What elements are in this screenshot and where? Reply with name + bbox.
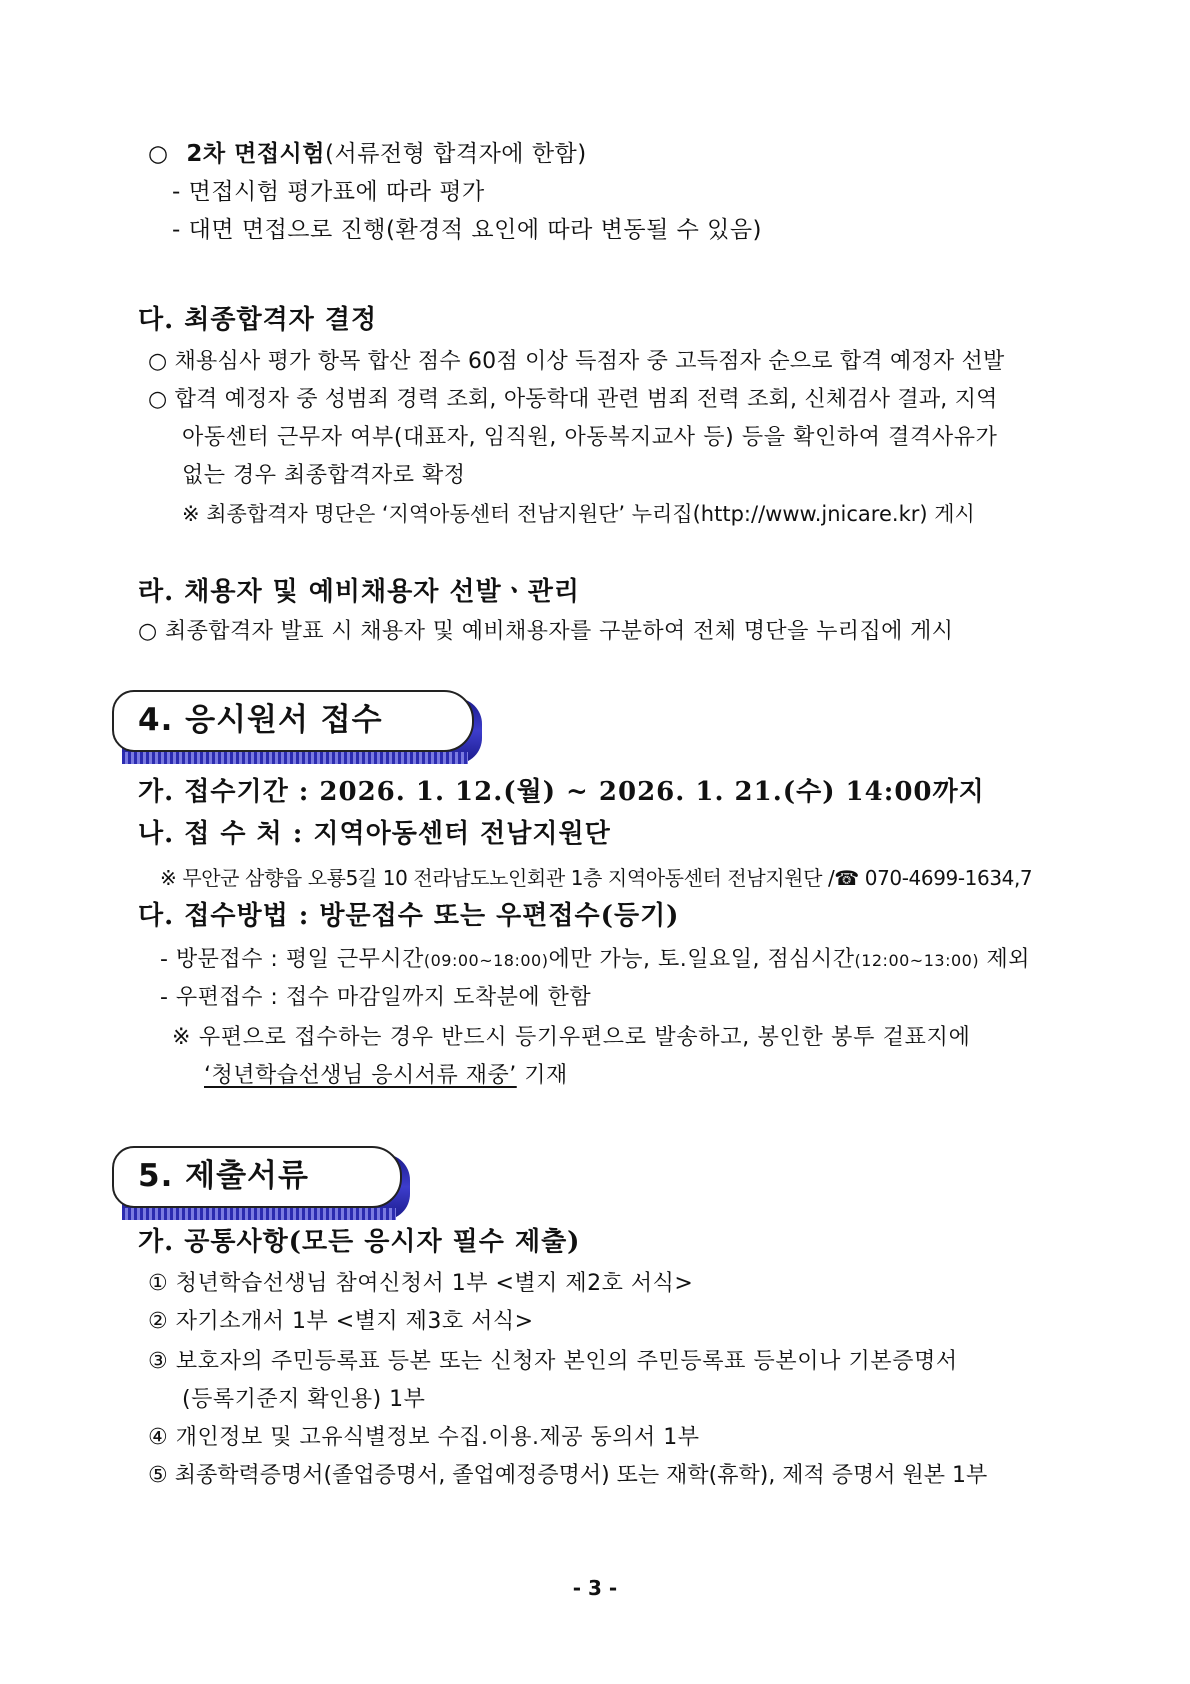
final-line: ○ 채용심사 평가 항목 합산 점수 60점 이상 득점자 중 고득점자 순으로 합격 예정자 선발	[148, 349, 1005, 374]
lunch-hours: (12:00~13:00)	[854, 951, 980, 970]
section-tab	[112, 690, 484, 766]
document-item: ② 자기소개서 1부 <별지 제3호 서식>	[148, 1309, 534, 1334]
page-number: - 3 -	[572, 1576, 618, 1600]
final-line: 아동센터 근무자 여부(대표자, 임직원, 아동복지교사 등) 등을 확인하여 결격사유가	[182, 425, 998, 450]
period-line	[138, 776, 985, 808]
visit-text: 에만 가능, 토.일요일, 점심시간	[548, 947, 855, 972]
final-heading: 다. 최종합격자 결정	[138, 305, 378, 335]
interview-item: - 면접시험 평가표에 따라 평가	[172, 179, 485, 205]
address-note: ※ 무안군 삼향읍 오룡5길 10 전라남도노인회관 1층 지역아동센터 전남지원단 /☎ 070-4699-1634,7	[160, 866, 1033, 890]
document-item: ④ 개인정보 및 고유식별정보 수집.이용.제공 동의서 1부	[148, 1425, 700, 1450]
interview-item: - 대면 면접으로 진행(환경적 요인에 따라 변동될 수 있음)	[172, 217, 763, 243]
mail-line: - 우편접수 : 접수 마감일까지 도착분에 한함	[160, 985, 592, 1010]
bullet: ○	[148, 141, 169, 167]
place-line: 나. 접 수 처 : 지역아동센터 전남지원단	[138, 819, 611, 849]
mail-note: ※ 우편으로 접수하는 경우 반드시 등기우편으로 발송하고, 봉인한 봉투 겉표지에	[172, 1025, 971, 1050]
final-line: ○ 합격 예정자 중 성범죄 경력 조회, 아동학대 관련 범죄 전력 조회, 신체검사 결과, 지역	[148, 387, 998, 412]
period-label: 가. 접수기간 :	[138, 777, 320, 807]
common-heading: 가. 공통사항(모든 응시자 필수 제출)	[138, 1227, 581, 1257]
mail-note-rest: 기재	[516, 1063, 568, 1088]
interview-title	[148, 138, 587, 170]
visit-text: 제외	[979, 947, 1031, 972]
final-line: 없는 경우 최종합격자로 확정	[182, 463, 466, 488]
document-item: ⑤ 최종학력증명서(졸업증명서, 졸업예정증명서) 또는 재학(휴학), 제적 증명서 원본 1부	[148, 1463, 988, 1488]
interview-title-rest: (서류전형 합격자에 한함)	[325, 141, 587, 167]
final-note: ※ 최종합격자 명단은 ‘지역아동센터 전남지원단’ 누리집(http://www.jnicare.kr) 게시	[182, 502, 975, 526]
interview-title-bold: 2차 면접시험	[186, 141, 325, 167]
section-tab	[112, 1146, 412, 1222]
visit-line	[160, 944, 1030, 977]
method-line: 다. 접수방법 : 방문접수 또는 우편접수(등기)	[138, 901, 680, 931]
period-value: 2026. 1. 12.(월) ~ 2026. 1. 21.(수) 14:00까지	[319, 777, 985, 807]
selection-line: ○ 최종합격자 발표 시 채용자 및 예비채용자를 구분하여 전체 명단을 누리집에 게시	[138, 619, 954, 644]
section5-title: 5. 제출서류	[138, 1158, 309, 1194]
mail-note	[204, 1060, 568, 1092]
selection-heading: 라. 채용자 및 예비채용자 선발ㆍ관리	[138, 577, 580, 607]
document-item: ③ 보호자의 주민등록표 등본 또는 신청자 본인의 주민등록표 등본이나 기본증명서	[148, 1349, 958, 1374]
visit-hours: (09:00~18:00)	[423, 951, 549, 970]
envelope-label: ‘청년학습선생님 응시서류 재중’	[204, 1063, 517, 1088]
visit-text: - 방문접수 : 평일 근무시간	[160, 947, 424, 972]
document-item: (등록기준지 확인용) 1부	[182, 1387, 426, 1412]
section4-title: 4. 응시원서 접수	[138, 702, 383, 738]
document-item: ① 청년학습선생님 참여신청서 1부 <별지 제2호 서식>	[148, 1271, 694, 1296]
